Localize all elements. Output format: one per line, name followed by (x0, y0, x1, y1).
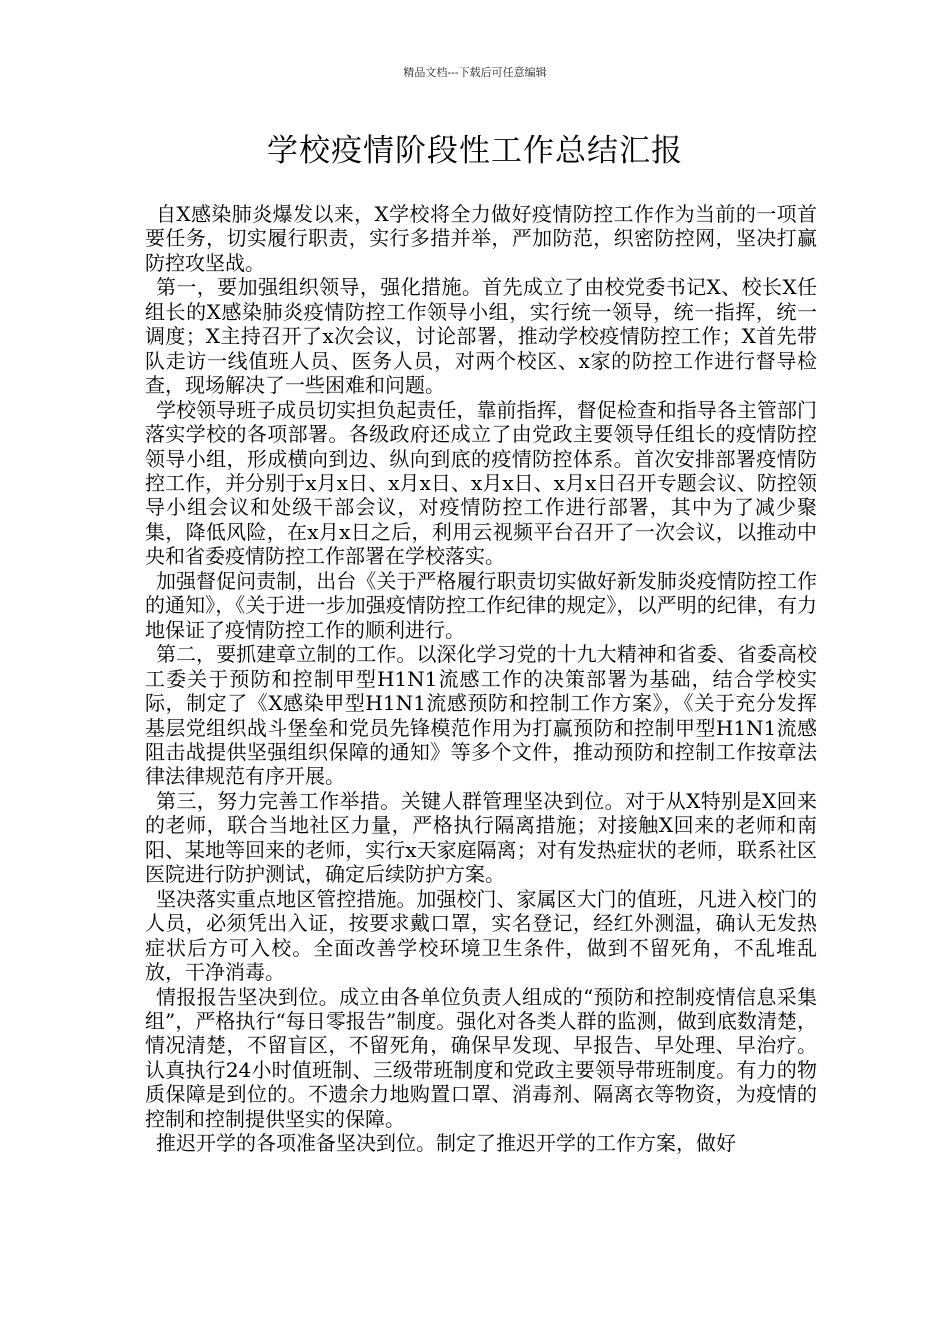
paragraph: 第一，要加强组织领导，强化措施。首先成立了由校党委书记X、校长X任组长的X感染肺炎疫情防控工作领导小组，实行统一领导，统一指挥，统一调度；X主持召开了x次会议，讨论部署，推动学校疫情防控工作；X首先带队走访一线值班人员、医务人员，对两个校区、x家的防控工作进行督导检查，现场解决了一些困难和问题。 (145, 275, 817, 398)
paragraph: 第三，努力完善工作举措。关键人群管理坚决到位。对于从X特别是X回来的老师，联合当地社区力量，严格执行隔离措施；对接触X回来的老师和南阳、某地等回来的老师，实行x天家庭隔离；对有发热症状的老师，联系社区医院进行防护测试，确定后续防护方案。 (145, 788, 817, 887)
paragraph: 情报报告坚决到位。成立由各单位负责人组成的“预防和控制疫情信息采集组”，严格执行“每日零报告”制度。强化对各类人群的监测，做到底数清楚，情况清楚，不留盲区，不留死角，确保早发现、早报告、早处理、早治疗。认真执行24小时值班制、三级带班制度和党政主要领导带班制度。有力的物质保障是到位的。不遗余力地购置口罩、消毒剂、隔离衣等物资，为疫情的控制和控制提供坚实的保障。 (145, 984, 817, 1131)
paragraph: 坚决落实重点地区管控措施。加强校门、家属区大门的值班，凡进入校门的人员，必须凭出入证，按要求戴口罩，实名登记，经红外测温，确认无发热症状后方可入校。全面改善学校环境卫生条件，做到不留死角，不乱堆乱放，干净消毒。 (145, 886, 817, 985)
document-body (145, 202, 817, 1156)
paragraph: 加强督促问责制，出台《关于严格履行职责切实做好新发肺炎疫情防控工作的通知》，《关于进一步加强疫情防控工作纪律的规定》，以严明的纪律，有力地保证了疫情防控工作的顺利进行。 (145, 568, 817, 642)
paragraph: 推迟开学的各项准备坚决到位。制定了推迟开学的工作方案，做好 (156, 1131, 736, 1156)
paragraph: 第二，要抓建章立制的工作。以深化学习党的十九大精神和省委、省委高校工委关于预防和控制甲型H1N1流感工作的决策部署为基础，结合学校实际，制定了《X感染甲型H1N1流感预防和控制工作方案》，《关于充分发挥基层党组织战斗堡垒和党员先锋模范作用为打赢预防和控制甲型H1N1流感阻击战提供坚强组织保障的通知》等多个文件，推动预防和控制工作按章法律法律规范有序开展。 (145, 642, 817, 789)
paragraph: 学校领导班子成员切实担负起责任，靠前指挥，督促检查和指导各主管部门落实学校的各项部署。各级政府还成立了由党政主要领导任组长的疫情防控领导小组，形成横向到边、纵向到底的疫情防控体系。首次安排部署疫情防控工作，并分别于x月x日、x月x日、x月x日、x月x日召开专题会议、防控领导小组会议和处级干部会议，对疫情防控工作进行部署，其中为了减少聚集，降低风险，在x月x日之后，利用云视频平台召开了一次会议，以推动中央和省委疫情防控工作部署在学校落实。 (145, 397, 817, 569)
header-note: 精品文档---下载后可任意编辑 (403, 66, 547, 79)
document-title: 学校疫情阶段性工作总结汇报 (267, 133, 683, 169)
paragraph: 自X感染肺炎爆发以来，X学校将全力做好疫情防控工作作为当前的一项首要任务，切实履行职责，实行多措并举，严加防范，织密防控网，坚决打赢防控攻坚战。 (145, 202, 817, 275)
